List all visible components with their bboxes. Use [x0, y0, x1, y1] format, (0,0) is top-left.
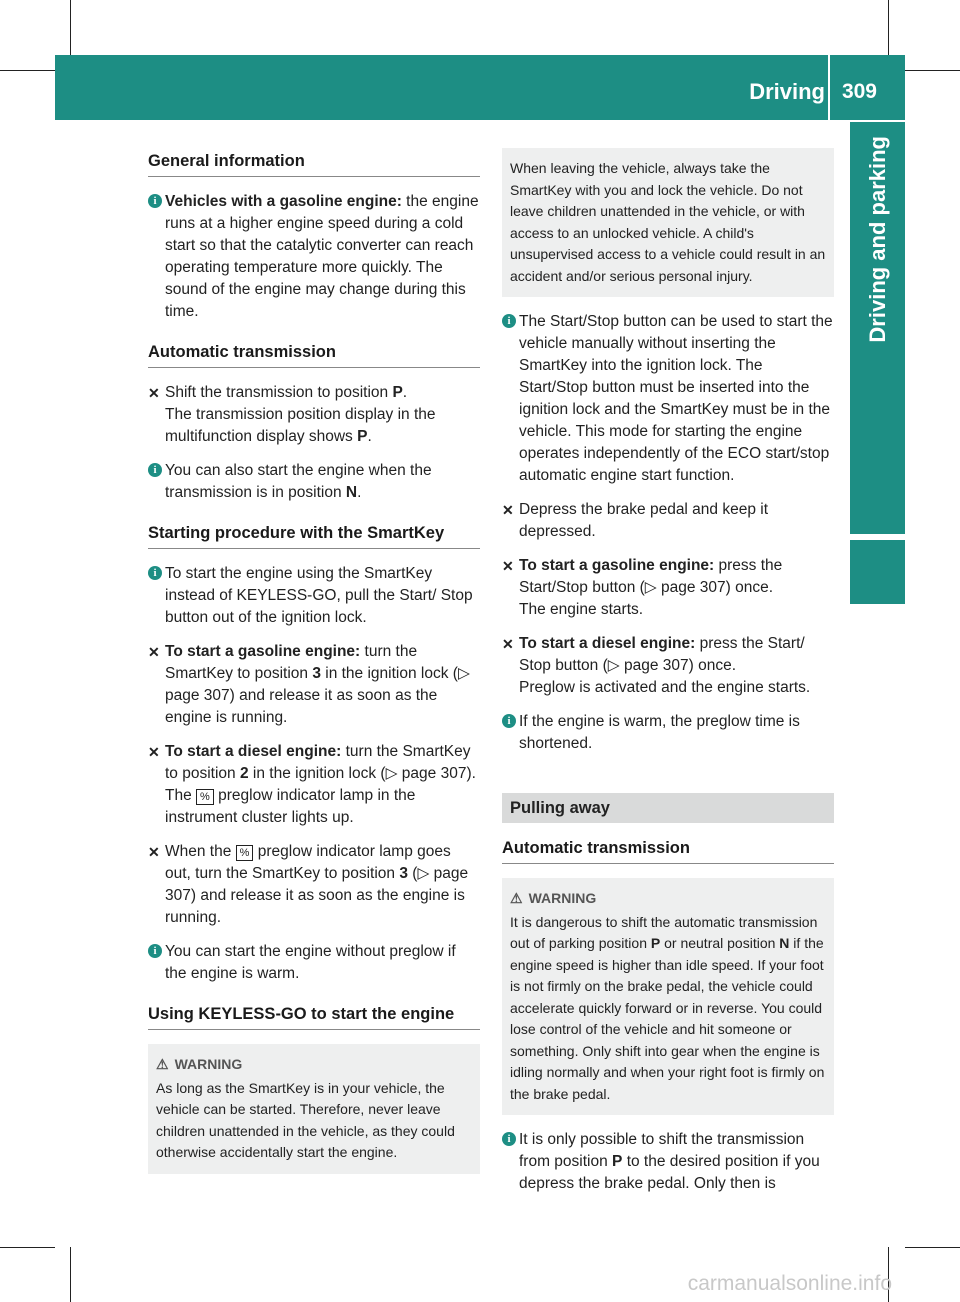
bold-text: P — [392, 384, 403, 401]
step-result: preglow indicator lamp in the instrument cluster lights up. — [165, 787, 416, 826]
note-text: to the desired position if you depress the brake pedal. Only then is — [519, 1153, 820, 1192]
step-arrow-icon: ✕ — [502, 558, 514, 574]
step-text: Depress the brake pedal and keep it depressed. — [519, 501, 769, 540]
step-result: The engine starts. — [519, 601, 644, 618]
step-arrow-icon: ✕ — [502, 636, 514, 652]
warning-box — [148, 1044, 480, 1174]
step-text: (▷ page 307) and release it as soon as the engine is running. — [165, 865, 469, 926]
info-icon: i — [148, 566, 162, 580]
step-text: Shift the transmission to position — [165, 384, 393, 401]
step-arrow-icon: ✕ — [502, 502, 514, 518]
crop-mark — [905, 1247, 960, 1248]
section-heading: Automatic transmission — [502, 837, 834, 864]
step-result: The transmission position display in the multifunction display shows — [165, 406, 436, 445]
info-icon: i — [502, 1132, 516, 1146]
header-divider — [828, 55, 830, 120]
note-text: If the engine is warm, the preglow time is shortened. — [519, 713, 800, 752]
bold-text: P — [612, 1153, 623, 1170]
section-heading: Using KEYLESS-GO to start the engine — [148, 1003, 480, 1030]
step-item — [148, 641, 480, 729]
info-note — [502, 311, 834, 487]
step-arrow-icon: ✕ — [148, 644, 160, 660]
chapter-tab-label: Driving and parking — [865, 136, 890, 343]
step-item — [148, 741, 480, 829]
crop-mark — [888, 0, 889, 55]
step-text: . — [402, 384, 408, 401]
warning-triangle-icon: ⚠ — [156, 1056, 169, 1072]
header-title: Driving — [749, 79, 825, 104]
info-note — [502, 711, 834, 755]
crop-mark — [905, 70, 960, 71]
note-text: the engine runs at a higher engine speed during a cold start so that the catalytic converter can reach operating temperature more quickly. The sound of the engine may change during this time. — [165, 193, 479, 320]
section-heading: General information — [148, 150, 480, 177]
warning-text: if the engine speed is higher than idle speed. If your foot is not firmly on the brake pedal, the vehicle could accelerate quickly forward or in reverse. You could lose control of the vehicle and hit someone or something. Only shift into gear when the engine is idling normally and when your right foot is firmly on the brake pedal. — [510, 935, 825, 1102]
chapter-heading: Pulling away — [502, 793, 834, 823]
warning-continuation-box — [502, 148, 834, 297]
step-text: in the ignition lock (▷ page 307). — [248, 765, 476, 782]
bold-text: To start a diesel engine: — [519, 635, 696, 652]
bold-text: N — [779, 935, 790, 951]
warning-heading — [156, 1054, 472, 1076]
bold-text: P — [357, 428, 368, 445]
preglow-icon: % — [196, 789, 214, 805]
bold-text: To start a gasoline engine: — [165, 643, 361, 660]
note-text: The Start/Stop button can be used to start the vehicle manually without inserting the SmartKey into the ignition lock. The Start/Stop button must be inserted into the ignition lock and the SmartKey must be in the vehicle. This mode for starting the engine operates independently of the ECO start/stop automatic engine start function. — [519, 313, 833, 484]
left-column — [148, 150, 480, 1188]
crop-mark — [70, 0, 71, 55]
info-note — [148, 191, 480, 323]
step-text: . — [367, 428, 372, 445]
info-note — [148, 563, 480, 629]
info-icon: i — [148, 463, 162, 477]
note-text: It is only possible to shift the transmission from position — [519, 1131, 805, 1170]
info-note — [148, 941, 480, 985]
bold-text: To start a gasoline engine: — [519, 557, 715, 574]
note-text: . — [357, 484, 362, 501]
step-result: Preglow is activated and the engine starts. — [519, 679, 811, 696]
step-text: turn the SmartKey to position — [165, 743, 471, 782]
step-text: press the Start/Stop button (▷ page 307) once. — [519, 557, 783, 596]
note-text: You can start the engine without preglow if the engine is warm. — [165, 943, 456, 982]
crop-mark — [70, 1247, 71, 1302]
info-icon: i — [502, 314, 516, 328]
page-number: 309 — [841, 80, 877, 103]
step-text: in the ignition lock (▷ page 307) and release it as soon as the engine is running. — [165, 665, 470, 726]
watermark: carmanualsonline.info — [687, 1272, 892, 1295]
step-text: turn the SmartKey to position — [165, 643, 418, 682]
note-text: You can also start the engine when the transmission is in position — [165, 462, 432, 501]
section-heading: Starting procedure with the SmartKey — [148, 522, 480, 549]
bold-text: N — [345, 484, 358, 501]
info-note — [148, 460, 480, 504]
warning-label: WARNING — [528, 890, 597, 906]
info-icon: i — [502, 714, 516, 728]
preglow-icon: % — [236, 845, 254, 861]
bold-text: 2 — [239, 765, 249, 782]
note-text: To start the engine using the SmartKey instead of KEYLESS-GO, pull the Start/ Stop button out of the ignition lock. — [165, 565, 473, 626]
bold-text: To start a diesel engine: — [165, 743, 342, 760]
warning-heading — [510, 888, 826, 910]
step-result: The — [165, 787, 197, 804]
bold-text: 3 — [399, 865, 408, 882]
bold-text: P — [650, 935, 661, 951]
step-arrow-icon: ✕ — [148, 385, 160, 401]
step-item — [148, 382, 480, 448]
warning-text: or neutral position — [660, 935, 780, 951]
warning-text: It is dangerous to shift the automatic transmission out of parking position — [510, 913, 818, 951]
warning-triangle-icon: ⚠ — [510, 890, 523, 906]
warning-text: As long as the SmartKey is in your vehicle, the vehicle can be started. Therefore, never leave children unattended in the vehicle, as they could otherwise accidentally start the engine. — [156, 1079, 455, 1160]
info-note — [502, 1129, 834, 1195]
warning-box — [502, 878, 834, 1115]
bold-text: 3 — [312, 665, 321, 682]
step-text: press the Start/ Stop button (▷ page 307) once. — [519, 635, 805, 674]
info-icon: i — [148, 194, 162, 208]
chapter-tab — [850, 122, 905, 534]
step-text: When the — [165, 843, 236, 860]
step-item — [148, 841, 480, 929]
warning-label: WARNING — [174, 1056, 243, 1072]
right-column — [502, 148, 834, 1207]
step-arrow-icon: ✕ — [148, 844, 160, 860]
step-item — [502, 499, 834, 543]
crop-mark — [0, 1247, 55, 1248]
step-arrow-icon: ✕ — [148, 744, 160, 760]
warning-text: When leaving the vehicle, always take the SmartKey with you and lock the vehicle. Do not leave children unattended in the vehicle, or with access to an unlocked vehicle. A child's unsupervised access to a vehicle could result in an accident and/or serious personal injury. — [510, 160, 826, 284]
step-item — [502, 555, 834, 621]
crop-mark — [0, 70, 55, 71]
step-item — [502, 633, 834, 699]
bold-text: Vehicles with a gasoline engine: — [165, 193, 402, 210]
step-text: preglow indicator lamp goes out, turn the SmartKey to position — [165, 843, 451, 882]
section-heading: Automatic transmission — [148, 341, 480, 368]
chapter-tab-marker — [850, 540, 905, 604]
info-icon: i — [148, 944, 162, 958]
page-header — [55, 55, 905, 120]
